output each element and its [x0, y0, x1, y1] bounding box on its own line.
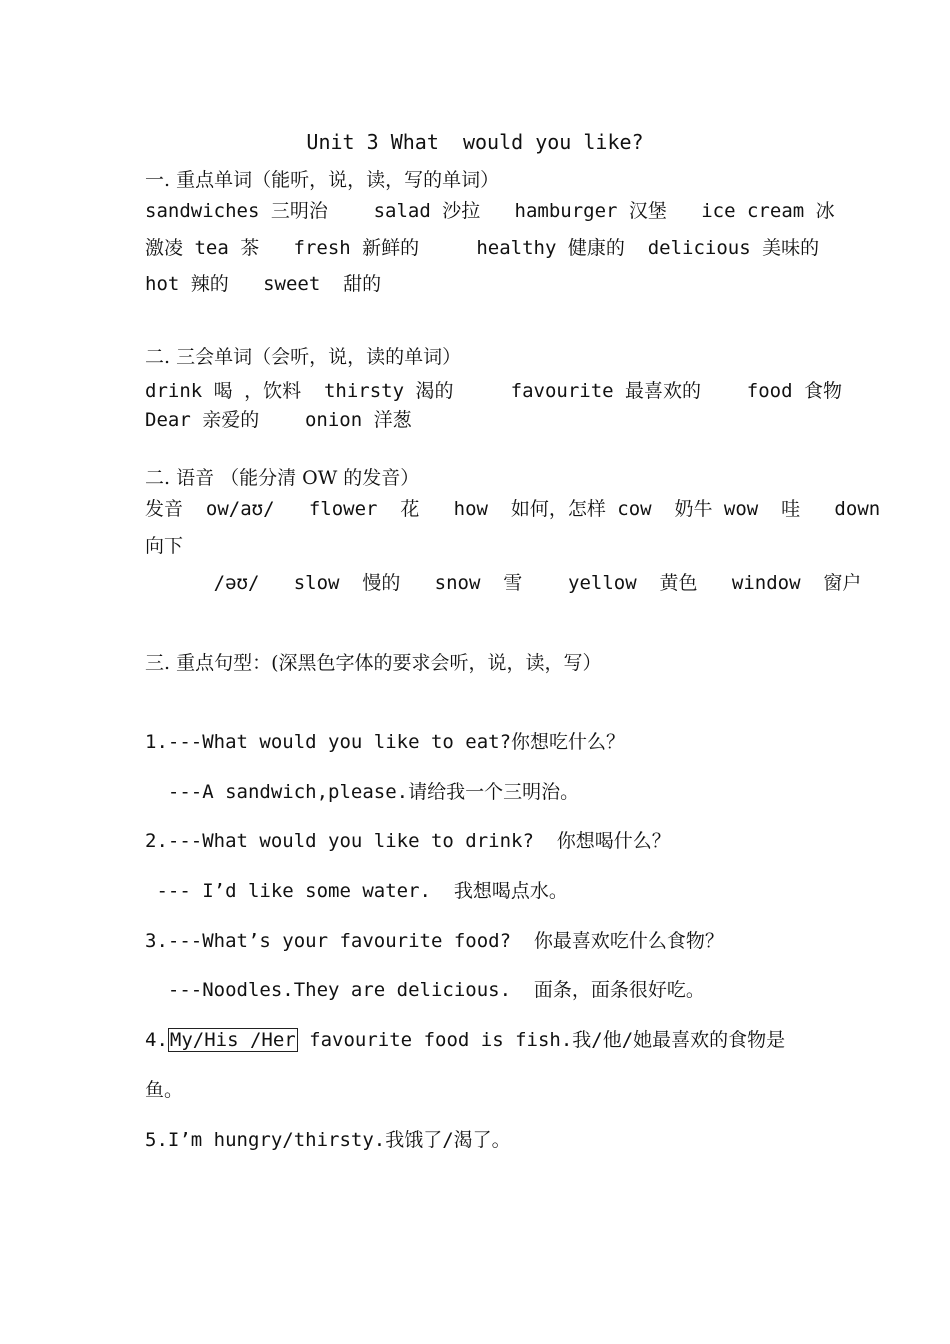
sentence-item: 3.---What’s your favourite food? 你最喜欢吃什么食物？ [145, 930, 724, 952]
vocab-line: hot 辣的 sweet 甜的 [145, 273, 382, 295]
item4-prefix: 4. [145, 1029, 168, 1051]
vocab-line: sandwiches 三明治 salad 沙拉 hamburger 汉堡 ice cream 冰 [145, 200, 835, 222]
sentence-item-4-continuation: 鱼。 [145, 1079, 184, 1101]
vocab-line: drink 喝 ，饮料 thirsty 渴的 favourite 最喜欢的 food 食物 [145, 380, 842, 402]
phonics-line: 向下 [145, 535, 184, 557]
vocab-line: Dear 亲爱的 onion 洋葱 [145, 409, 412, 431]
section-heading-phonics: 二. 语音 （能分清 OW 的发音） [145, 467, 420, 489]
sentence-item-5: 5.I’m hungry/thirsty.我饿了/渴了。 [145, 1129, 511, 1151]
sentence-item: 2.---What would you like to drink? 你想喝什么？ [145, 830, 671, 852]
sentence-item: ---Noodles.They are delicious. 面条，面条很好吃。 [145, 979, 705, 1001]
phonics-line: 发音 ow/aʊ/ flower 花 how 如何，怎样 cow 奶牛 wow 哇 down [145, 498, 881, 520]
sentence-item: ---A sandwich,please.请给我一个三明治。 [145, 781, 580, 803]
page-title: Unit 3 What would you like? [306, 130, 644, 154]
sentence-item-4 [145, 1028, 785, 1052]
sentence-item: 1.---What would you like to eat?你想吃什么？ [145, 731, 626, 753]
section-heading-key-sentences: 三. 重点句型：(深黑色字体的要求会听，说，读，写） [145, 652, 602, 674]
phonics-line: /əʊ/ slow 慢的 snow 雪 yellow 黄色 window 窗户 [145, 572, 862, 594]
section-heading-key-words: 一. 重点单词（能听，说，读，写的单词） [145, 169, 500, 191]
sentence-item: --- I’d like some water. 我想喝点水。 [145, 880, 568, 902]
section-heading-three-skill-words: 二. 三会单词（会听，说，读的单词） [145, 346, 462, 368]
item4-rest: favourite food is fish.我/他/她最喜欢的食物是 [297, 1029, 786, 1051]
boxed-pronoun-choice: My/His /Her [169, 1029, 296, 1051]
vocab-line: 激凌 tea 茶 fresh 新鲜的 healthy 健康的 delicious 美味的 [145, 237, 820, 259]
